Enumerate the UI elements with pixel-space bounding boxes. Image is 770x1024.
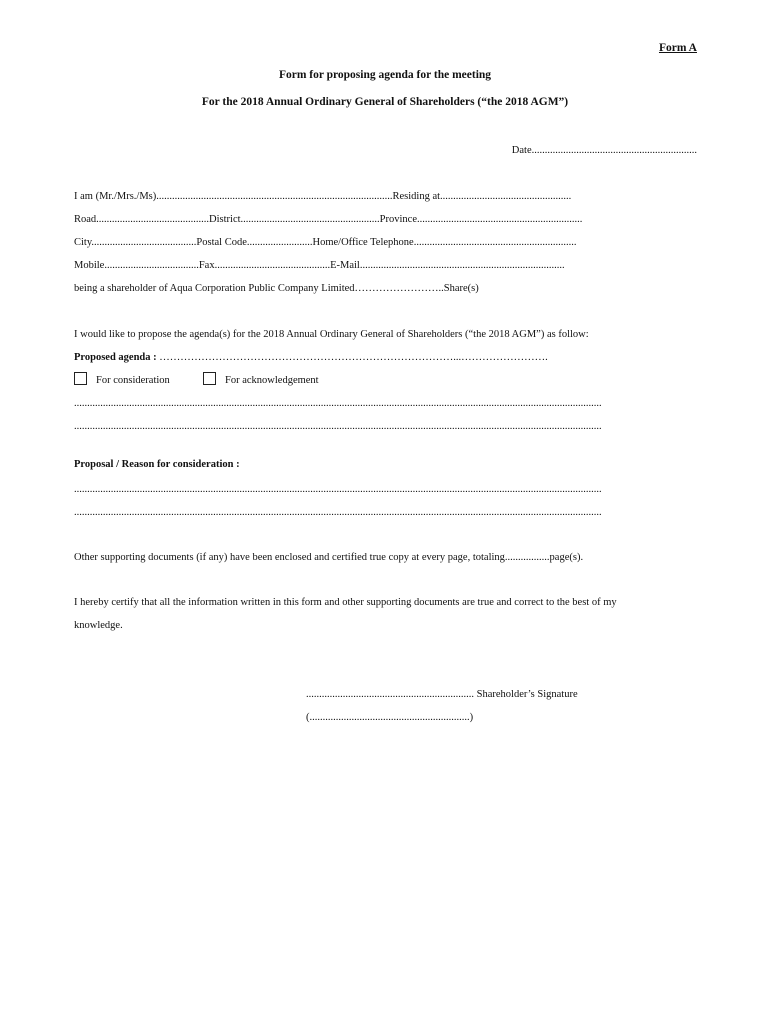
reason-label: Proposal / Reason for consideration : [74, 459, 240, 470]
address-field[interactable]: Road...........................................District.....................................................Province............................................................... [74, 214, 583, 225]
acknowledgement-checkbox[interactable] [203, 372, 216, 385]
certification-text-cont: knowledge. [74, 620, 123, 631]
consideration-label: For consideration [96, 375, 170, 386]
proposal-intro: I would like to propose the agenda(s) for the 2018 Annual Ordinary General of Shareholders (“the 2018 AGM”) as follow: [74, 329, 589, 340]
option-acknowledgement[interactable] [203, 372, 319, 386]
consideration-checkbox[interactable] [74, 372, 87, 385]
name-residence-field[interactable]: I am (Mr./Mrs./Ms)..........................................................................................Residing at.................................................. [74, 191, 572, 202]
reason-blank-line[interactable]: ......................................................................................................................................................................................................... [74, 507, 602, 518]
date-field[interactable]: Date............................................................... [511, 145, 697, 156]
postal-phone-field[interactable]: City........................................Postal Code.........................Home/Office Telephone.............................................................. [74, 237, 577, 248]
agenda-blank-line[interactable]: ......................................................................................................................................................................................................... [74, 421, 602, 432]
proposed-agenda-row [74, 352, 548, 363]
contact-field[interactable]: Mobile....................................Fax............................................E-Mail.............................................................................. [74, 260, 565, 271]
agenda-blank-line[interactable]: ......................................................................................................................................................................................................... [74, 398, 602, 409]
proposed-agenda-label: Proposed agenda : [74, 352, 157, 363]
shareholding-field[interactable]: being a shareholder of Aqua Corporation Public Company Limited……………………..Share(s) [74, 283, 479, 294]
proposed-agenda-input[interactable]: …………………………………………………………………………...……………………. [159, 352, 548, 363]
form-subtitle: For the 2018 Annual Ordinary General of Shareholders (“the 2018 AGM”) [201, 96, 569, 108]
supporting-documents-line[interactable]: Other supporting documents (if any) have been enclosed and certified true copy at every page, totaling.................page(s). [74, 552, 584, 563]
form-title: Form for proposing agenda for the meeting [278, 69, 492, 81]
signature-name-line[interactable]: (.............................................................) [306, 712, 474, 723]
form-label: Form A [658, 42, 697, 54]
signature-line[interactable]: ................................................................ Shareholder’s Signature [306, 689, 578, 700]
acknowledgement-label: For acknowledgement [225, 375, 319, 386]
reason-blank-line[interactable]: ......................................................................................................................................................................................................... [74, 484, 602, 495]
option-consideration[interactable] [74, 372, 170, 386]
certification-text: I hereby certify that all the information written in this form and other supporting documents are true and correct to the best of my [74, 597, 617, 608]
